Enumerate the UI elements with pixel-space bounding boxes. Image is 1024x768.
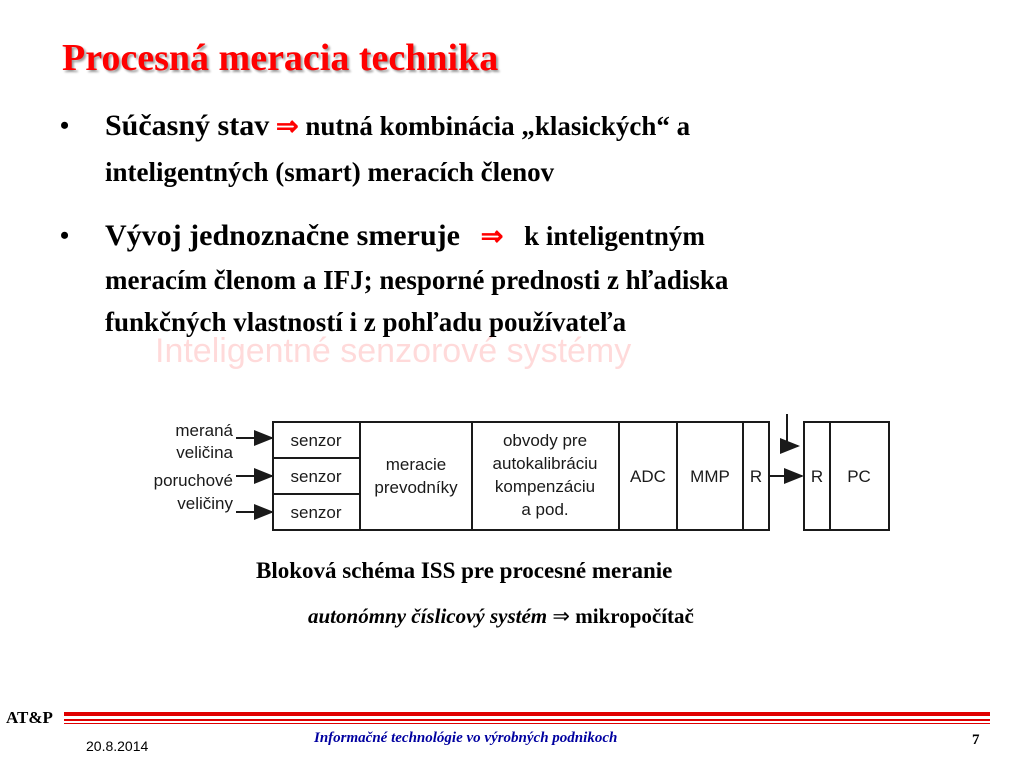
bullet-line (105, 106, 690, 146)
sensor-label: senzor (290, 467, 342, 486)
bullet-marker: • (60, 221, 70, 250)
adc-label: ADC (630, 467, 666, 486)
calibration-label-2: autokalibráciu (492, 454, 598, 473)
input-label-measured: meraná (175, 421, 233, 440)
input-label-disturbance-2: veličiny (177, 494, 233, 513)
r-right-label: R (810, 467, 824, 486)
footer-date: 20.8.2014 (86, 738, 149, 754)
subcaption-italic: autonómny číslicový systém (308, 604, 548, 628)
input-label-measured-2: veličina (176, 443, 233, 462)
footer-course-title: Informačné technológie vo výrobných podnikoch (314, 730, 618, 746)
link-connector (787, 414, 798, 446)
diagram-subcaption (308, 604, 694, 629)
bullet-lead: Vývoj jednoznačne smeruje (105, 219, 460, 252)
watermark-text: Inteligentné senzorové systémy (155, 332, 632, 370)
converters-block (360, 422, 472, 530)
bullet-line-2: meracím členom a IFJ; nesporné prednosti z hľadiska (105, 265, 729, 295)
slide-title: Procesná meracia technika (62, 37, 499, 79)
bullet-text: nutná kombinácia „klasických“ a (305, 111, 691, 141)
implies-arrow-icon: ⇒ (480, 221, 504, 251)
calibration-label-3: kompenzáciu (494, 477, 596, 496)
footer-brand: AT&P (6, 708, 53, 727)
pc-label: PC (847, 467, 871, 486)
calibration-label-4: a pod. (521, 500, 569, 519)
subcaption-rest: mikropočítač (575, 604, 694, 628)
sensor-label: senzor (290, 431, 342, 450)
input-label-disturbance: poruchové (153, 471, 233, 490)
bullet-text: k inteligentným (524, 221, 705, 251)
block-diagram (130, 410, 900, 540)
sensor-label: senzor (290, 503, 342, 522)
page-number: 7 (972, 732, 980, 748)
bullet-lead: Súčasný stav (105, 109, 270, 142)
bullet-marker: • (60, 111, 70, 140)
calibration-label: obvody pre (502, 431, 588, 450)
diagram-caption: Bloková schéma ISS pre procesné meranie (256, 558, 673, 583)
footer-divider (64, 712, 990, 726)
bullet-line (105, 216, 705, 256)
implies-arrow-icon: ⇒ (275, 111, 299, 141)
converters-label: meracie (385, 455, 447, 474)
bullet-line-2: inteligentných (smart) meracích členov (105, 157, 555, 187)
bullet-line-3: funkčných vlastností i z pohľadu používateľa (105, 307, 627, 337)
mmp-label: MMP (690, 467, 730, 486)
converters-label-2: prevodníky (374, 478, 458, 497)
implies-arrow-icon: ⇒ (552, 604, 571, 628)
r-left-label: R (749, 467, 763, 486)
